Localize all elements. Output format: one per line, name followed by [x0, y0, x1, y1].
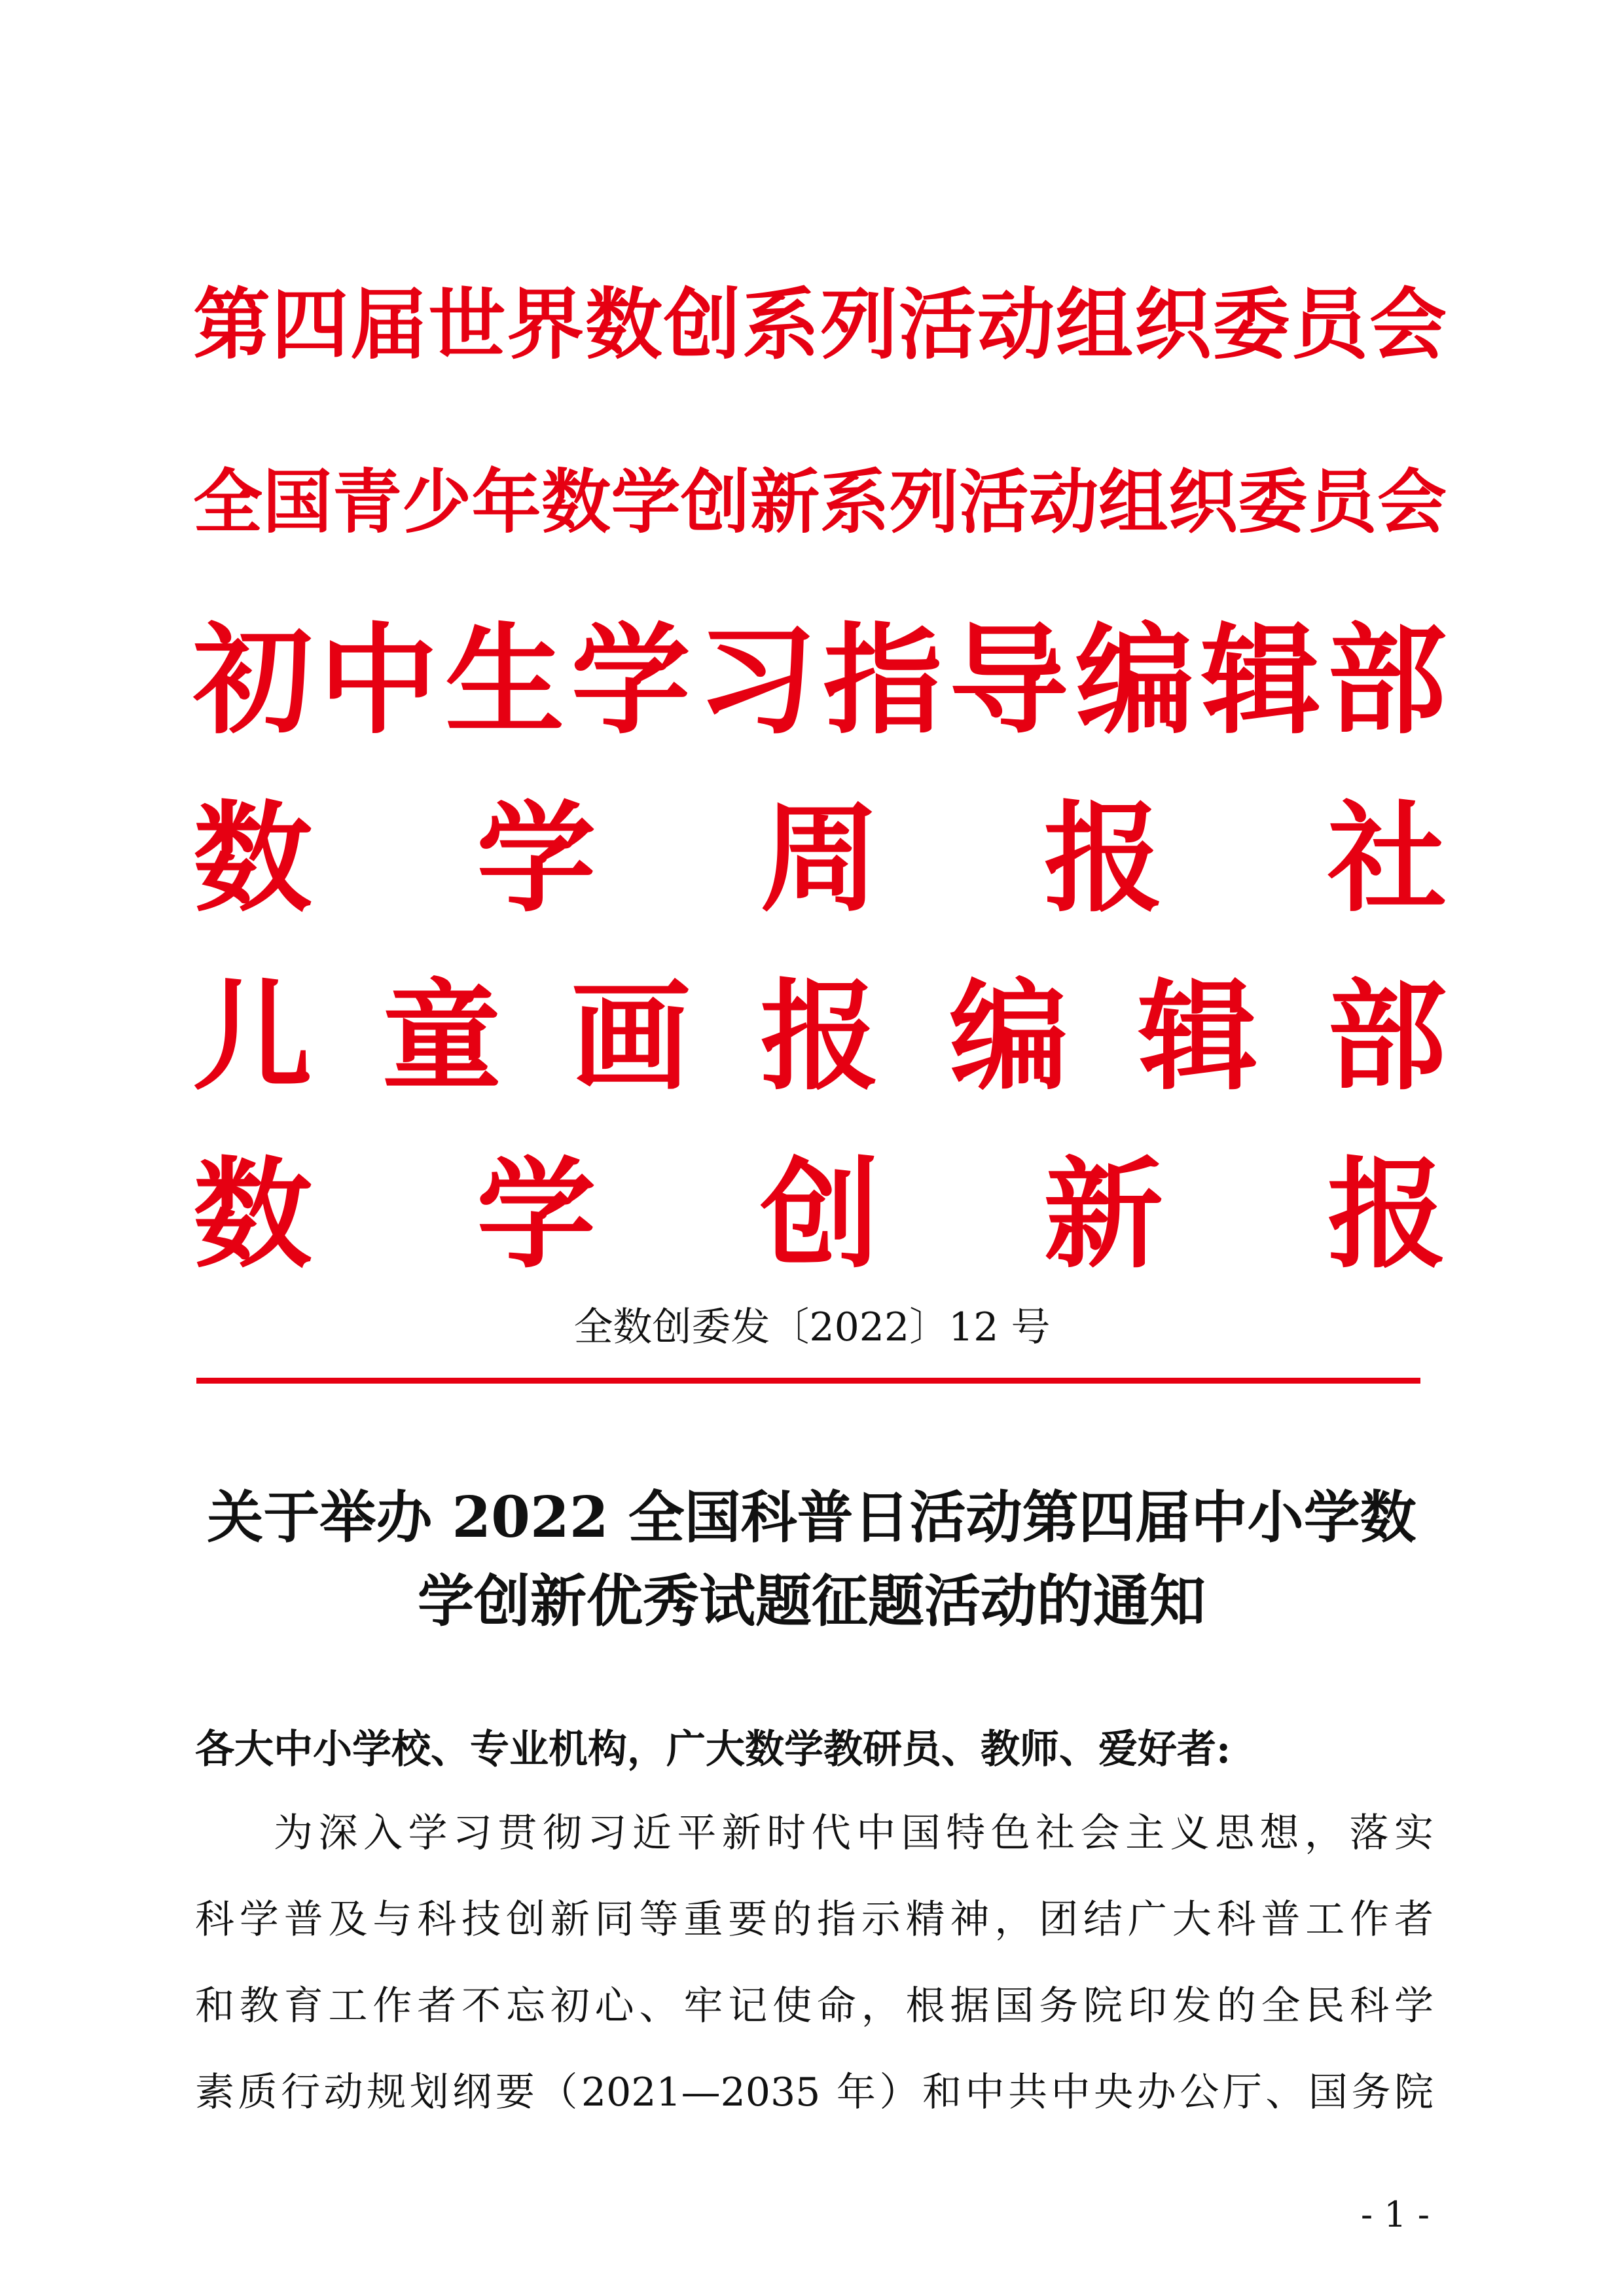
org-char: 画: [571, 967, 691, 1106]
org-char: 编: [1075, 611, 1195, 750]
org-char: 儿: [193, 967, 312, 1106]
org-line-2: [193, 414, 1447, 592]
body-line: 和教育工作者不忘初心、牢记使命，根据国务院印发的全民科学: [195, 1983, 1434, 2029]
red-divider-line: [196, 1378, 1420, 1384]
org-line-3: [193, 592, 1447, 770]
body-line: 为深入学习贯彻习近平新时代中国特色社会主义思想，落实: [274, 1810, 1434, 1856]
org-char: 学: [571, 611, 691, 750]
org-char: 报: [1327, 1145, 1447, 1284]
org-char: 部: [1327, 611, 1447, 750]
org-char: 新: [1043, 1145, 1163, 1284]
org-char: 数: [193, 789, 312, 928]
org-char: 生: [445, 611, 565, 750]
org-char: 部: [1327, 967, 1447, 1106]
salutation: 各大中小学校、专业机构，广大数学教研员、教师、爱好者:: [195, 1727, 1231, 1772]
org-char: 导: [949, 611, 1069, 750]
org-char: 辑: [1138, 967, 1258, 1106]
org-char: 辑: [1201, 611, 1321, 750]
issuing-organizations: [193, 236, 1447, 1304]
org-line-1: [193, 236, 1447, 414]
notice-title-line-1: 关于举办 2022 全国科普日活动第四届中小学数: [207, 1484, 1416, 1551]
org-line-4: [193, 770, 1447, 948]
org-char: 习: [697, 611, 817, 750]
org-char: 学: [477, 1145, 596, 1284]
org-char: 初: [193, 611, 312, 750]
notice-title-line-2: 学创新优秀试题征题活动的通知: [418, 1568, 1206, 1634]
org-name-1: 第四届世界数创系列活动组织委员会: [193, 279, 1448, 370]
org-char: 报: [1043, 789, 1163, 928]
org-name-2: 全国青少年数学创新系列活动组织委员会: [193, 462, 1447, 543]
org-char: 创: [760, 1145, 880, 1284]
org-char: 数: [193, 1145, 312, 1284]
org-char: 童: [382, 967, 501, 1106]
notice-title: [164, 1476, 1460, 1643]
org-char: 中: [319, 611, 439, 750]
body-line: 素质行动规划纲要（2021—2035 年）和中共中央办公厅、国务院: [195, 2070, 1434, 2115]
org-char: 社: [1327, 789, 1447, 928]
org-char: 编: [949, 967, 1069, 1106]
org-char: 报: [760, 967, 880, 1106]
document-number: 全数创委发〔2022〕12 号: [573, 1304, 1051, 1350]
notice-body: [195, 1790, 1434, 2136]
org-line-5: [193, 948, 1447, 1126]
body-line: 科学普及与科技创新同等重要的指示精神，团结广大科普工作者: [195, 1897, 1434, 1943]
org-char: 周: [760, 789, 880, 928]
page-number: - 1 -: [1360, 2194, 1430, 2235]
org-char: 指: [823, 611, 943, 750]
org-line-6: [193, 1126, 1447, 1304]
org-char: 学: [477, 789, 596, 928]
